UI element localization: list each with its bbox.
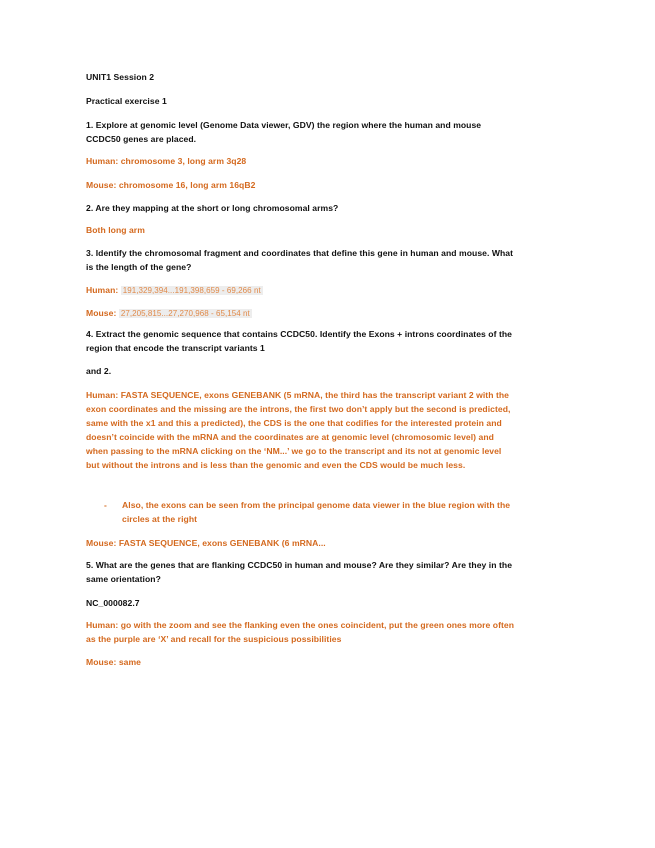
question-1: 1. Explore at genomic level (Genome Data viewer, GDV) the region where the human and mouse CCDC50 genes are placed. xyxy=(86,120,482,144)
question-3: 3. Identify the chromosomal fragment and coordinates that define this gene in human and mouse. What is the length of the gene? xyxy=(86,248,514,272)
answer-1-mouse: Mouse: chromosome 16, long arm 16qB2 xyxy=(86,180,256,190)
answer-3-human-label: Human: xyxy=(86,285,119,295)
answer-5-human: Human: go with the zoom and see the flanking even the ones coincident, put the green ones more often as the purple are ‘X’ and recall for the suspicious possibilities xyxy=(86,620,515,644)
answer-3-mouse-label: Mouse: xyxy=(86,308,117,318)
answer-2: Both long arm xyxy=(86,225,145,235)
answer-3-human-value: 191,329,394...191,398,659 - 69,266 nt xyxy=(122,286,261,295)
question-4-continued: and 2. xyxy=(86,366,112,376)
answer-4-bullet: Also, the exons can be seen from the principal genome data viewer in the blue region with the circles at the right xyxy=(122,500,511,524)
answer-5-mouse: Mouse: same xyxy=(86,657,141,667)
question-4: 4. Extract the genomic sequence that contains CCDC50. Identify the Exons + introns coordinates of the region that encode the transcript variants 1 xyxy=(86,329,512,353)
answer-1-human: Human: chromosome 3, long arm 3q28 xyxy=(86,156,247,166)
question-5-reference: NC_000082.7 xyxy=(86,598,140,608)
answer-4-mouse: Mouse: FASTA SEQUENCE, exons GENEBANK (6 mRNA... xyxy=(86,538,326,548)
question-5: 5. What are the genes that are flanking CCDC50 in human and mouse? Are they similar? Are they in the same orientation? xyxy=(86,560,513,584)
document-title: UNIT1 Session 2 xyxy=(86,72,155,82)
answer-3-mouse-value: 27,205,815...27,270,968 - 65,154 nt xyxy=(120,309,250,318)
answer-4-human: Human: FASTA SEQUENCE, exons GENEBANK (5 mRNA, the third has the transcript variant 2 with the exon coordinates and the missing are the introns, the first two don’t apply but the second is predicted, same with the x1 and this a predicted), the CDS is the one that codifies for the interested protein and doesn’t coincide with the mRNA and the coordinates are at genomic level (chromosomic level) and when passing to the mRNA clicking on the ‘NM...’ we go to the transcript and its not at genomic level but without the introns and is less than the genomic and even the CDS would be much less. xyxy=(86,390,511,470)
answer-3-mouse xyxy=(86,306,516,321)
answer-3-human xyxy=(86,283,516,298)
question-2: 2. Are they mapping at the short or long chromosomal arms? xyxy=(86,203,339,213)
document-subtitle: Practical exercise 1 xyxy=(86,96,167,106)
bullet-mark: - xyxy=(104,500,107,510)
